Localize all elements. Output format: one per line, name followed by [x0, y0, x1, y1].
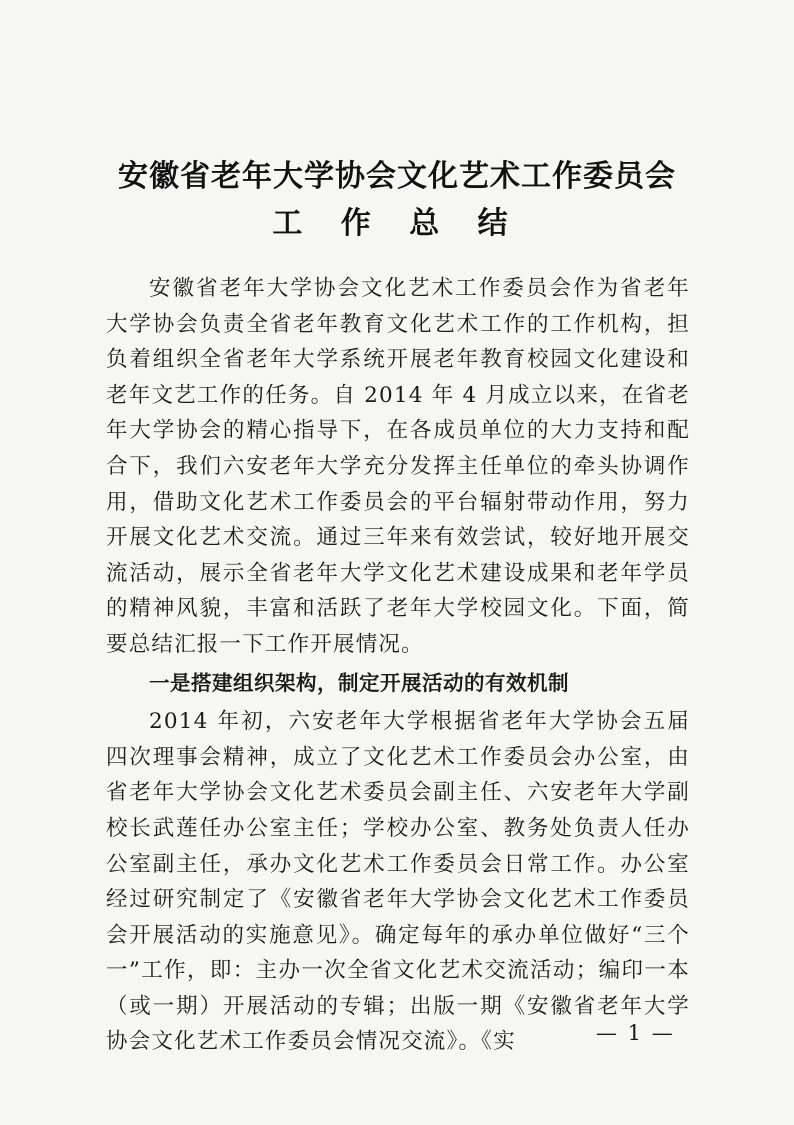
document-body	[106, 271, 690, 1060]
intro-paragraph: 安徽省老年大学协会文化艺术工作委员会作为省老年大学协会负责全省老年教育文化艺术工作的工作机构，担负着组织全省老年大学系统开展老年教育校园文化建设和老年文艺工作的任务。自 2014 年 4 月成立以来，在省老年大学协会的精心指导下，在各成员单位的大力支持和配合下，我们六安老年大学充分发挥主任单位的牵头协调作用，借助文化艺术工作委员会的平台辐射带动作用，努力开展文化艺术交流。通过三年来有效尝试，较好地开展交流活动，展示全省老年大学文化艺术建设成果和老年学员的精神风貌，丰富和活跃了老年大学校园文化。下面，简要总结汇报一下工作开展情况。	[106, 276, 690, 657]
section-paragraph: 2014 年初，六安老年大学根据省老年大学协会五届四次理事会精神，成立了文化艺术工作委员会办公室，由省老年大学协会文化艺术委员会副主任、六安老年大学副校长武莲任办公室主任；学校办公室、教务处负责人任办公室副主任，承办文化艺术工作委员会日常工作。办公室经过研究制定了《安徽省老年大学协会文化艺术工作委员会开展活动的实施意见》。确定每年的承办单位做好“三个一”工作，即：主办一次全省文化艺术交流活动；编印一本（或一期）开展活动的专辑；出版一期《安徽省老年大学协会文化艺术工作委员会情况交流》。《实	[106, 709, 690, 1055]
section-heading: 一是搭建组织架构，制定开展活动的有效机制	[149, 670, 569, 695]
document-subtitle: 工 作 总 结	[272, 206, 522, 241]
page-number: — 1 —	[596, 1021, 675, 1045]
document-title: 安徽省老年大学协会文化艺术工作委员会	[118, 159, 676, 194]
